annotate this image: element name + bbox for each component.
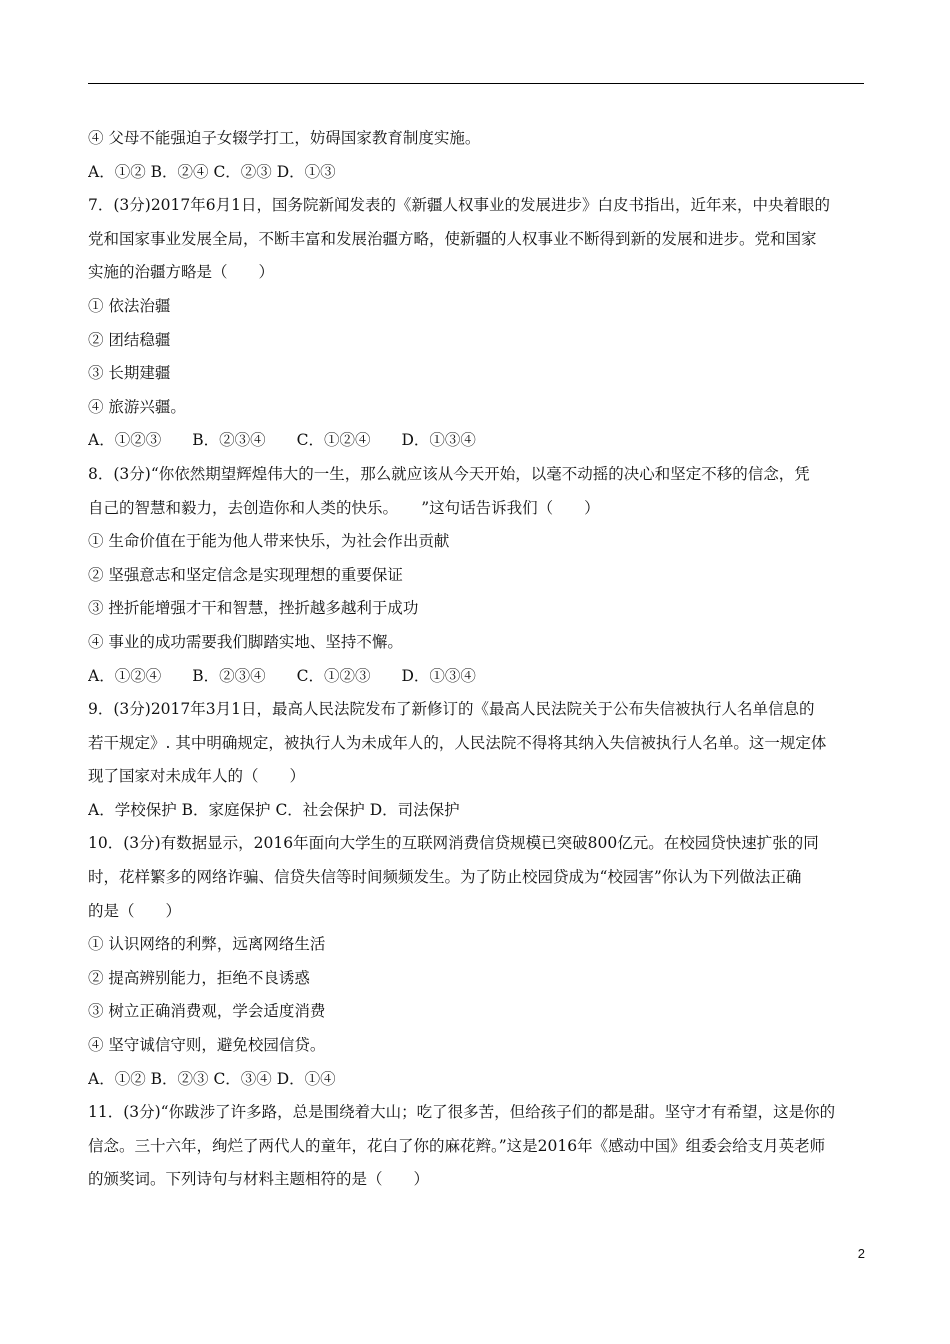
statement-item: ② 坚强意志和坚定信念是实现理想的重要保证 <box>88 565 403 584</box>
document-body <box>88 122 864 1197</box>
statement-item: ③ 挫折能增强才干和智慧，挫折越多越利于成功 <box>88 599 419 618</box>
text-line: 自己的智慧和毅力，去创造你和人类的快乐。 ”这句话告诉我们（ ） <box>88 498 600 517</box>
text-line: 现了国家对未成年人的（ ） <box>88 767 306 786</box>
answer-options-q7: A．①②③ B．②③④ C．①②④ D．①③④ <box>88 431 476 450</box>
answer-options-q10: A．①② B．②③ C．③④ D．①④ <box>88 1069 336 1088</box>
text-line: 实施的治疆方略是（ ） <box>88 263 275 282</box>
question-9-stem: 9．(3分)2017年3月1日，最高人民法院发布了新修订的《最高人民法院关于公布失信被执行人名单信息的 <box>88 700 815 719</box>
statement-item: ③ 树立正确消费观，学会适度消费 <box>88 1002 326 1021</box>
answer-options-q6: A．①② B．②④ C．②③ D．①③ <box>88 162 336 181</box>
statement-item: ① 依法治疆 <box>88 296 171 315</box>
text-line: 的颁奖词。下列诗句与材料主题相符的是（ ） <box>88 1170 430 1189</box>
header-rule <box>88 83 864 84</box>
text-line: 的是（ ） <box>88 901 182 920</box>
statement-item: ① 认识网络的利弊，远离网络生活 <box>88 935 326 954</box>
text-line: 若干规定》. 其中明确规定，被执行人为未成年人的，人民法院不得将其纳入失信被执行人名单。这一规定体 <box>88 733 827 752</box>
statement-item: ② 提高辨别能力，拒绝不良诱惑 <box>88 968 310 987</box>
statement-item: ③ 长期建疆 <box>88 364 171 383</box>
page-number: 2 <box>857 1246 865 1261</box>
text-line: 党和国家事业发展全局，不断丰富和发展治疆方略，使新疆的人权事业不断得到新的发展和进步。党和国家 <box>88 229 817 248</box>
statement-item: ② 团结稳疆 <box>88 330 171 349</box>
answer-options-q9: A．学校保护 B．家庭保护 C．社会保护 D．司法保护 <box>88 800 460 819</box>
question-10-stem: 10．(3分)有数据显示，2016年面向大学生的互联网消费信贷规模已突破800亿元。在校园贷快速扩张的同 <box>88 834 819 853</box>
text-line: 信念。三十六年，绚烂了两代人的童年，花白了你的麻花辫。”这是2016年《感动中国》组委会给支月英老师 <box>88 1136 826 1155</box>
question-7-stem: 7．(3分)2017年6月1日，国务院新闻发表的《新疆人权事业的发展进步》白皮书指出，近年来，中央着眼的 <box>88 196 830 215</box>
question-8-stem: 8．(3分)“你依然期望辉煌伟大的一生，那么就应该从今天开始，以毫不动摇的决心和坚定不移的信念，凭 <box>88 464 810 483</box>
statement-item: ① 生命价值在于能为他人带来快乐，为社会作出贡献 <box>88 532 450 551</box>
statement-item: ④ 坚守诚信守则，避免校园信贷。 <box>88 1036 326 1055</box>
text-line: 时，花样繁多的网络诈骗、信贷失信等时间频频发生。为了防止校园贷成为“校园害”你认为下列做法正确 <box>88 868 802 887</box>
question-11-stem: 11．(3分)“你跋涉了许多路，总是围绕着大山；吃了很多苦，但给孩子们的都是甜。坚守才有希望，这是你的 <box>88 1103 836 1122</box>
answer-options-q8: A．①②④ B．②③④ C．①②③ D．①③④ <box>88 666 476 685</box>
statement-item: ④ 事业的成功需要我们脚踏实地、坚持不懈。 <box>88 632 403 651</box>
statement-item: ④ 旅游兴疆。 <box>88 397 186 416</box>
text-line: ④ 父母不能强迫子女辍学打工，妨碍国家教育制度实施。 <box>88 129 481 147</box>
